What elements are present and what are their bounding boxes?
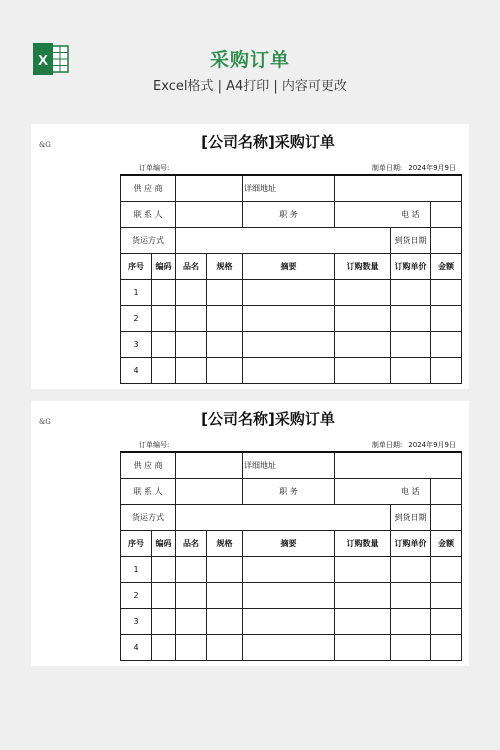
cell[interactable] xyxy=(335,635,391,661)
contact-field[interactable] xyxy=(176,479,243,505)
phone-label: 电 话 xyxy=(391,479,431,505)
table-header-row xyxy=(121,531,462,557)
cell[interactable] xyxy=(431,358,462,384)
position-field[interactable] xyxy=(335,479,391,505)
cell[interactable] xyxy=(391,306,431,332)
sheet-preview-1 xyxy=(31,124,469,389)
cell[interactable] xyxy=(152,557,176,583)
col-header: 序号 xyxy=(121,531,152,557)
make-date-value: 2024年9月9日 xyxy=(408,164,456,172)
cell[interactable] xyxy=(207,609,243,635)
cell[interactable] xyxy=(335,332,391,358)
cell[interactable] xyxy=(335,280,391,306)
page-subtitle: Excel格式 | A4打印 | 内容可更改 xyxy=(153,79,347,94)
order-no-label: 订单编号: xyxy=(139,441,170,449)
col-header: 订购单价 xyxy=(391,531,431,557)
contact-label: 联 系 人 xyxy=(121,479,176,505)
order-form-table xyxy=(120,451,462,661)
col-header: 编码 xyxy=(152,254,176,280)
make-date xyxy=(366,163,456,173)
cell[interactable] xyxy=(152,306,176,332)
row-number: 4 xyxy=(121,635,152,661)
sheet-preview-2 xyxy=(31,401,469,666)
cell[interactable] xyxy=(243,306,335,332)
page-header xyxy=(0,0,500,110)
cell[interactable] xyxy=(152,332,176,358)
cell[interactable] xyxy=(431,332,462,358)
contact-label: 联 系 人 xyxy=(121,202,176,228)
cell[interactable] xyxy=(152,583,176,609)
cell[interactable] xyxy=(335,609,391,635)
cell[interactable] xyxy=(335,583,391,609)
table-row xyxy=(121,609,462,635)
position-label: 职 务 xyxy=(243,479,335,505)
cell[interactable] xyxy=(431,557,462,583)
arrival-field[interactable] xyxy=(431,228,462,254)
cell[interactable] xyxy=(243,280,335,306)
table-row xyxy=(121,358,462,384)
col-header: 品名 xyxy=(176,531,207,557)
contact-row xyxy=(121,202,462,228)
page-title: 采购订单 xyxy=(209,49,290,71)
cell[interactable] xyxy=(207,280,243,306)
order-no-label: 订单编号: xyxy=(139,164,170,172)
cell[interactable] xyxy=(391,635,431,661)
col-header: 序号 xyxy=(121,254,152,280)
cell[interactable] xyxy=(335,306,391,332)
cell[interactable] xyxy=(152,358,176,384)
cell[interactable] xyxy=(431,280,462,306)
cell[interactable] xyxy=(391,557,431,583)
table-header-row xyxy=(121,254,462,280)
cell[interactable] xyxy=(335,358,391,384)
cell[interactable] xyxy=(176,557,207,583)
supplier-row xyxy=(121,175,462,202)
table-row xyxy=(121,557,462,583)
cell[interactable] xyxy=(243,635,335,661)
contact-field[interactable] xyxy=(176,202,243,228)
arrival-label: 到货日期 xyxy=(391,228,431,254)
cell[interactable] xyxy=(207,358,243,384)
cell[interactable] xyxy=(391,280,431,306)
cell[interactable] xyxy=(207,332,243,358)
cell[interactable] xyxy=(176,306,207,332)
row-number: 4 xyxy=(121,358,152,384)
make-date xyxy=(366,440,456,450)
table-row xyxy=(121,280,462,306)
cell[interactable] xyxy=(243,332,335,358)
corner-mark: &G xyxy=(39,418,51,426)
cell[interactable] xyxy=(431,609,462,635)
cell[interactable] xyxy=(243,609,335,635)
cell[interactable] xyxy=(152,609,176,635)
cell[interactable] xyxy=(207,557,243,583)
delivery-field[interactable] xyxy=(176,228,391,254)
corner-mark: &G xyxy=(39,141,51,149)
cell[interactable] xyxy=(152,635,176,661)
cell[interactable] xyxy=(243,557,335,583)
address-label: 详细地址 xyxy=(243,175,335,202)
cell[interactable] xyxy=(391,609,431,635)
row-number: 2 xyxy=(121,306,152,332)
cell[interactable] xyxy=(243,358,335,384)
col-header: 品名 xyxy=(176,254,207,280)
position-field[interactable] xyxy=(335,202,391,228)
table-row xyxy=(121,332,462,358)
cell[interactable] xyxy=(335,557,391,583)
arrival-field[interactable] xyxy=(431,505,462,531)
cell[interactable] xyxy=(207,306,243,332)
cell[interactable] xyxy=(176,358,207,384)
delivery-label: 货运方式 xyxy=(121,505,176,531)
row-number: 3 xyxy=(121,609,152,635)
col-header: 订购单价 xyxy=(391,254,431,280)
address-field[interactable] xyxy=(335,175,462,202)
phone-field[interactable] xyxy=(431,479,462,505)
delivery-label: 货运方式 xyxy=(121,228,176,254)
col-header: 摘要 xyxy=(243,254,335,280)
row-number: 2 xyxy=(121,583,152,609)
arrival-label: 到货日期 xyxy=(391,505,431,531)
table-row xyxy=(121,306,462,332)
cell[interactable] xyxy=(207,635,243,661)
delivery-field[interactable] xyxy=(176,505,391,531)
row-number: 1 xyxy=(121,280,152,306)
col-header: 摘要 xyxy=(243,531,335,557)
cell[interactable] xyxy=(431,306,462,332)
table-row xyxy=(121,583,462,609)
col-header: 规格 xyxy=(207,531,243,557)
cell[interactable] xyxy=(176,332,207,358)
cell[interactable] xyxy=(431,635,462,661)
supplier-label: 供 应 商 xyxy=(121,175,176,202)
address-field[interactable] xyxy=(335,452,462,479)
supplier-field[interactable] xyxy=(176,175,243,202)
row-number: 1 xyxy=(121,557,152,583)
col-header: 订购数量 xyxy=(335,531,391,557)
supplier-label: 供 应 商 xyxy=(121,452,176,479)
form-title: [公司名称]采购订单 xyxy=(201,410,335,428)
col-header: 金额 xyxy=(431,254,462,280)
contact-row xyxy=(121,479,462,505)
row-number: 3 xyxy=(121,332,152,358)
cell[interactable] xyxy=(176,635,207,661)
address-label: 详细地址 xyxy=(243,452,335,479)
cell[interactable] xyxy=(207,583,243,609)
cell[interactable] xyxy=(152,280,176,306)
cell[interactable] xyxy=(176,609,207,635)
make-date-label: 制单日期: xyxy=(371,441,403,449)
table-row xyxy=(121,635,462,661)
delivery-row xyxy=(121,228,462,254)
delivery-row xyxy=(121,505,462,531)
svg-text:X: X xyxy=(37,52,49,69)
col-header: 编码 xyxy=(152,531,176,557)
make-date-label: 制单日期: xyxy=(371,164,403,172)
order-form-table xyxy=(120,174,462,384)
phone-label: 电 话 xyxy=(391,202,431,228)
cell[interactable] xyxy=(176,583,207,609)
cell[interactable] xyxy=(391,332,431,358)
col-header: 规格 xyxy=(207,254,243,280)
cell[interactable] xyxy=(176,280,207,306)
cell[interactable] xyxy=(431,583,462,609)
phone-field[interactable] xyxy=(431,202,462,228)
supplier-row xyxy=(121,452,462,479)
form-title: [公司名称]采购订单 xyxy=(201,133,335,151)
make-date-value: 2024年9月9日 xyxy=(408,441,456,449)
supplier-field[interactable] xyxy=(176,452,243,479)
col-header: 金额 xyxy=(431,531,462,557)
position-label: 职 务 xyxy=(243,202,335,228)
col-header: 订购数量 xyxy=(335,254,391,280)
cell[interactable] xyxy=(391,583,431,609)
cell[interactable] xyxy=(391,358,431,384)
cell[interactable] xyxy=(243,583,335,609)
